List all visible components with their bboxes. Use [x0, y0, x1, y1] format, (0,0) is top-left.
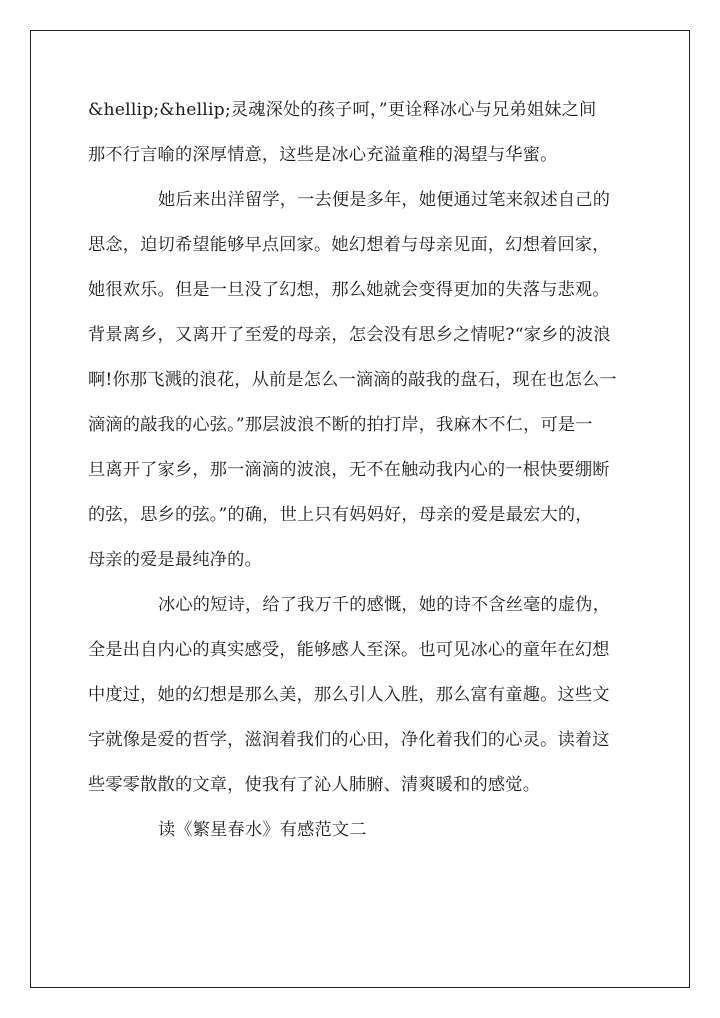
paragraph [88, 583, 636, 808]
paragraph [88, 88, 636, 178]
text-line: 全是出自内心的真实感受，能够感人至深。也可见冰心的童年在幻想 [88, 640, 610, 660]
text-line: 的弦，思乡的弦。”的确，世上只有妈妈好，母亲的爱是最宏大的， [88, 505, 593, 525]
text-line: 背景离乡，又离开了至爱的母亲，怎会没有思乡之情呢?“家乡的波浪 [88, 325, 611, 345]
text-line: 母亲的爱是最纯净的。 [88, 550, 262, 570]
text-line: 她很欢乐。但是一旦没了幻想，那么她就会变得更加的失落与悲观。 [88, 280, 610, 300]
text-line: 些零零散散的文章，使我有了沁人肺腑、清爽暖和的感觉。 [88, 775, 541, 795]
text-line: 旦离开了家乡，那一滴滴的波浪，无不在触动我内心的一根快要绷断 [88, 460, 610, 480]
paragraph [88, 178, 636, 583]
text-line: 滴滴的敲我的心弦。”那层波浪不断的拍打岸，我麻木不仁，可是一 [88, 415, 593, 435]
section-title [88, 808, 636, 853]
text-line: 啊!你那飞溅的浪花，从前是怎么一滴滴的敲我的盘石，现在也怎么一 [88, 370, 617, 390]
text-line: 读《繁星春水》有感范文二 [158, 820, 367, 840]
text-line: 冰心的短诗，给了我万千的感慨，她的诗不含丝毫的虚伪， [158, 595, 611, 615]
text-line: 思念，迫切希望能够早点回家。她幻想着与母亲见面，幻想着回家， [88, 235, 610, 255]
text-line: &hellip;&hellip;灵魂深处的孩子呵，”更诠释冰心与兄弟姐妹之间 [88, 100, 597, 120]
text-line: 她后来出洋留学，一去便是多年，她便通过笔来叙述自己的 [158, 190, 611, 210]
text-line: 那不行言喻的深厚情意，这些是冰心充溢童稚的渴望与华蜜。 [88, 145, 558, 165]
text-line: 字就像是爱的哲学，滋润着我们的心田，净化着我们的心灵。读着这 [88, 730, 610, 750]
text-line: 中度过，她的幻想是那么美，那么引人入胜，那么富有童趣。这些文 [88, 685, 610, 705]
document-body [88, 88, 636, 853]
